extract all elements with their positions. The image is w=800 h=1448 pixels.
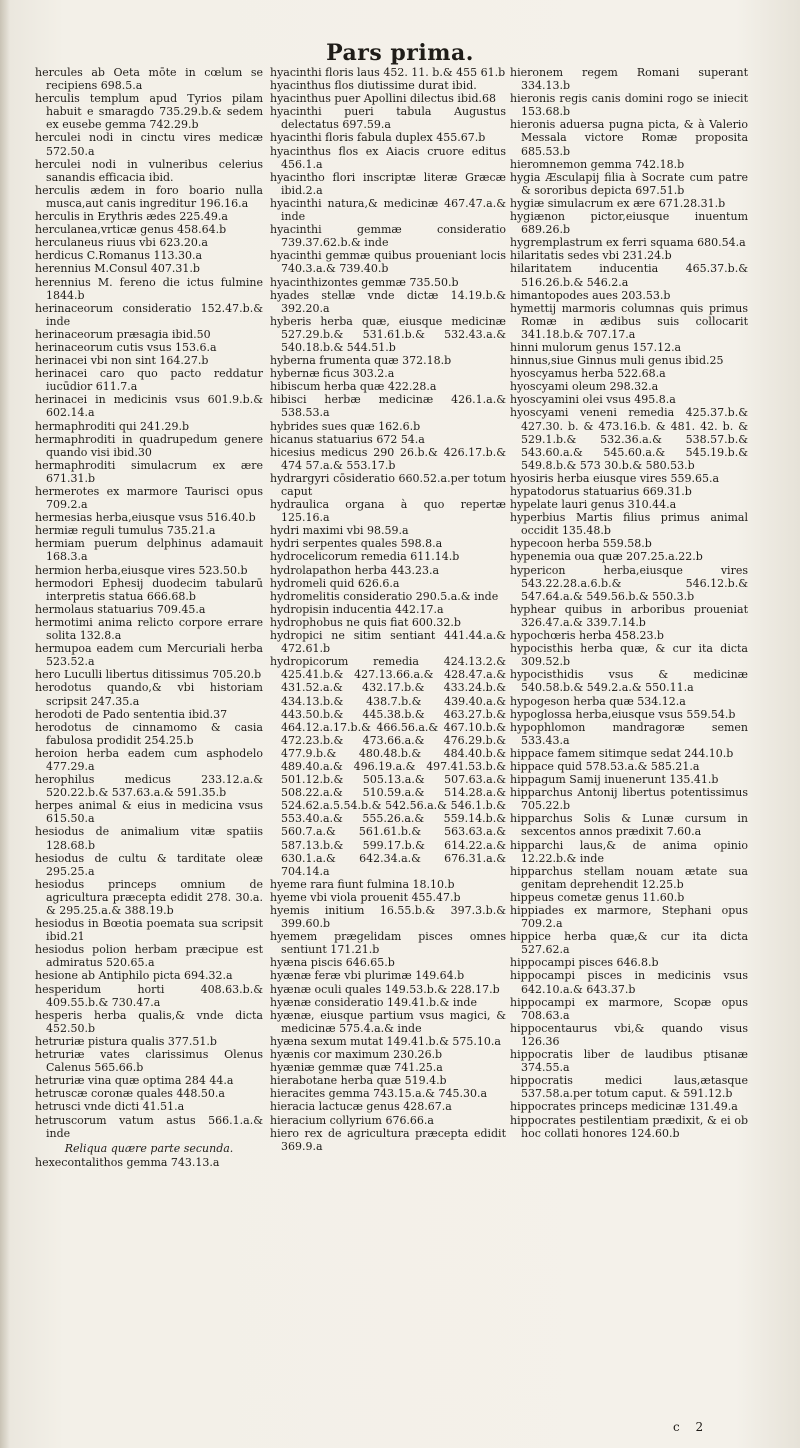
index-entry: hyacinthi pueri tabula Augustus delectatus 697.59.a bbox=[270, 105, 506, 132]
index-entry: hypenemia oua quæ 207.25.a.22.b bbox=[510, 550, 703, 564]
index-entry: hero Luculli libertus ditissimus 705.20.b bbox=[35, 668, 262, 682]
index-entry: hyacintho flori inscriptæ literæ Græcæ ibid.2.a bbox=[270, 170, 506, 197]
index-entry: hesiodus de cultu & tarditate oleæ 295.25.a bbox=[35, 851, 263, 878]
index-entry: herinacei caro quo pacto reddatur iucūdior 611.7.a bbox=[35, 367, 263, 394]
index-entry: hypochœris herba 458.23.b bbox=[510, 629, 664, 643]
index-entry: hieromnemon gemma 742.18.b bbox=[510, 157, 685, 171]
index-entry: himantopodes aues 203.53.b bbox=[510, 288, 671, 302]
index-entry: hermaphroditi in quadrupedum genere quando visi ibid.30 bbox=[35, 432, 263, 459]
index-entry: hieracia lactucæ genus 428.67.a bbox=[270, 1100, 452, 1114]
index-entry: hypogeson herba quæ 534.12.a bbox=[510, 694, 686, 708]
index-entry: hyacinthi floris laus 452. 11. b.& 455 61.b bbox=[270, 66, 506, 79]
index-entry: hypophlomon mandragoræ semen 533.43.a bbox=[510, 720, 748, 747]
index-entry: hyacinthi floris fabula duplex 455.67.b bbox=[270, 131, 486, 145]
index-entry: hypecoon herba 559.58.b bbox=[510, 537, 652, 551]
index-entry: hygiæ simulacrum ex ære 671.28.31.b bbox=[510, 196, 726, 210]
index-entry: hippocampi pisces 646.8.b bbox=[510, 956, 659, 970]
index-entry: hermiam puerum delphinus adamauit 168.3.a bbox=[35, 537, 263, 564]
index-entry: hyænæ oculi quales 149.53.b.& 228.17.b bbox=[270, 982, 500, 996]
index-entry: hermupoa eadem cum Mercuriali herba 523.52.a bbox=[35, 642, 263, 669]
index-entry: hipparchus Solis & Lunæ cursum in sexcentos annos prædixit 7.60.a bbox=[510, 812, 748, 839]
index-entry: hippocentaurus vbi,& quando visus 126.36 bbox=[510, 1021, 748, 1048]
index-entry: hinni mulorum genus 157.12.a bbox=[510, 340, 682, 354]
index-entry: hesiodus in Bœotia poemata sua scripsit ibid.21 bbox=[35, 917, 263, 944]
index-entry: hesiodus polion herbam præcipue est admiratus 520.65.a bbox=[35, 943, 263, 970]
page-spine-shadow bbox=[0, 0, 10, 1448]
index-entry: hetrusci vnde dicti 41.51.a bbox=[35, 1100, 185, 1114]
index-column-3 bbox=[510, 66, 748, 1140]
index-entry: hygiænon pictor,eiusque inuentum 689.26.b bbox=[510, 210, 748, 237]
index-entry: hippace famem sitimque sedat 244.10.b bbox=[510, 746, 734, 760]
index-entry: herophilus medicus 233.12.a.& 520.22.b.& 537.63.a.& 591.35.b bbox=[35, 773, 263, 800]
index-entry: hybernæ ficus 303.2.a bbox=[270, 367, 395, 381]
index-entry: hibiscum herba quæ 422.28.a bbox=[270, 380, 437, 394]
index-entry: hydropici ne sitim sentiant 441.44.a.& 472.61.b bbox=[270, 629, 506, 656]
index-entry: hyacinthi gemmæ quibus proueniant locis 740.3.a.& 739.40.b bbox=[270, 249, 506, 276]
index-entry: hyosiris herba eiusque vires 559.65.a bbox=[510, 471, 720, 485]
index-entry: hypatodorus statuarius 669.31.b bbox=[510, 485, 692, 498]
index-entry: hieronem regem Romani superant 334.13.b bbox=[510, 66, 748, 93]
index-entry: hermesias herba,eiusque vsus 516.40.b bbox=[35, 511, 256, 525]
index-entry: hippagum Samij inuenerunt 135.41.b bbox=[510, 773, 719, 787]
index-entry: hyacinthus flos diutissime durat ibid. bbox=[270, 79, 477, 93]
index-entry: hyeme rara fiunt fulmina 18.10.b bbox=[270, 877, 455, 891]
index-entry: herennius M. fereno die ictus fulmine 1844.b bbox=[35, 275, 263, 302]
index-entry: herinacei vbi non sint 164.27.b bbox=[35, 354, 209, 368]
index-entry: hinnus,siue Ginnus muli genus ibid.25 bbox=[510, 354, 724, 368]
index-entry: hygremplastrum ex ferri squama 680.54.a bbox=[510, 236, 746, 250]
index-entry: hilaritatis sedes vbi 231.24.b bbox=[510, 249, 672, 263]
index-entry: hydri maximi vbi 98.59.a bbox=[270, 524, 409, 538]
index-entry: hydromeli quid 626.6.a bbox=[270, 576, 400, 590]
index-entry: hipparchi laus,& de anima opinio 12.22.b.& inde bbox=[510, 838, 748, 865]
signature-mark: c 2 bbox=[673, 1420, 710, 1434]
index-entry: hyacinthi gemmæ consideratio 739.37.62.b.& inde bbox=[270, 223, 506, 250]
index-entry: herculis in Erythris ædes 225.49.a bbox=[35, 210, 228, 224]
index-entry: hyæna piscis 646.65.b bbox=[270, 956, 395, 970]
index-entry: hippocratis medici laus,ætasque 537.58.a.per totum caput. & 591.12.b bbox=[510, 1074, 748, 1101]
index-entry: hydromelitis consideratio 290.5.a.& inde bbox=[270, 589, 499, 603]
column-1-after-note bbox=[35, 1156, 263, 1169]
index-entry: hetruscæ coronæ quales 448.50.a bbox=[35, 1087, 225, 1101]
index-entry: hetruriæ vates clarissimus Olenus Calenus 565.66.b bbox=[35, 1048, 263, 1075]
index-entry: hydrocelicorum remedia 611.14.b bbox=[270, 550, 460, 564]
index-entry: hydri serpentes quales 598.8.a bbox=[270, 537, 443, 551]
index-entry: herennius M.Consul 407.31.b bbox=[35, 262, 200, 276]
index-entry: hyoscyami oleum 298.32.a bbox=[510, 380, 659, 394]
index-entry: hyoscyamus herba 522.68.a bbox=[510, 367, 666, 381]
index-entry: hermaphroditi simulacrum ex ære 671.31.b bbox=[35, 458, 263, 485]
index-entry: hippocampi pisces in medicinis vsus 642.10.a.& 643.37.b bbox=[510, 969, 748, 996]
index-entry: herodotus de cinnamomo & casia fabulosa prodidit 254.25.b bbox=[35, 720, 263, 747]
index-entry: hypericon herba,eiusque vires 543.22.28.a.6.b.& 546.12.b.& 547.64.a.& 549.56.b.& 550.3.b bbox=[510, 563, 748, 603]
index-entry: hyperbius Martis filius primus animal occidit 135.48.b bbox=[510, 511, 748, 538]
index-entry: hymettij marmoris columnas quis primus Romæ in ædibus suis collocarit 341.18.b.& 707.17.a bbox=[510, 301, 748, 341]
index-entry: hyoscyamini olei vsus 495.8.a bbox=[510, 393, 676, 407]
index-entry: hyænæ consideratio 149.41.b.& inde bbox=[270, 995, 477, 1009]
index-entry: hermaphroditi qui 241.29.b bbox=[35, 419, 190, 433]
index-entry: hippocrates pestilentiam prædixit, & ei ob hoc collati honores 124.60.b bbox=[510, 1113, 748, 1140]
index-entry: hibisci herbæ medicinæ 426.1.a.& 538.53.a bbox=[270, 393, 506, 420]
index-entry: hippeus cometæ genus 11.60.b bbox=[510, 890, 685, 904]
index-entry: herodotus quando,& vbi historiam scripsit 247.35.a bbox=[35, 681, 263, 708]
index-entry: herculei nodi in cinctu vires medicæ 572.50.a bbox=[35, 131, 263, 158]
index-entry: hyænæ feræ vbi plurimæ 149.64.b bbox=[270, 969, 465, 983]
index-entry: hermiæ reguli tumulus 735.21.a bbox=[35, 524, 216, 538]
column-1-entries bbox=[35, 66, 263, 1140]
index-entry: hyphear quibus in arboribus proueniat 326.47.a.& 339.7.14.b bbox=[510, 602, 748, 629]
index-entry: hesiodus de animalium vitæ spatiis 128.68.b bbox=[35, 825, 263, 852]
index-entry: hyemem prægelidam pisces omnes sentiunt 171.21.b bbox=[270, 930, 506, 957]
index-entry: herculis templum apud Tyrios pilam habuit e smaragdo 735.29.b.& sedem ex eusebe gemma 742.29.b bbox=[35, 92, 263, 132]
index-entry: hetruscorum vatum astus 566.1.a.& inde bbox=[35, 1113, 263, 1140]
index-entry: hermodori Ephesij duodecim tabularū interpretis statua 666.68.b bbox=[35, 576, 263, 603]
index-entry: hyacinthus puer Apollini dilectus ibid.68 bbox=[270, 92, 497, 106]
index-entry: hyacinthus flos ex Aiacis cruore editus 456.1.a bbox=[270, 144, 506, 171]
index-entry: hypocisthidis vsus & medicinæ 540.58.b.& 549.2.a.& 550.11.a bbox=[510, 668, 748, 695]
index-entry: hyacinthizontes gemmæ 735.50.b bbox=[270, 275, 459, 289]
index-entry: hyænis cor maximum 230.26.b bbox=[270, 1048, 443, 1062]
index-entry: hieracites gemma 743.15.a.& 745.30.a bbox=[270, 1087, 488, 1101]
index-entry: herpes animal & eius in medicina vsus 615.50.a bbox=[35, 799, 263, 826]
index-entry: hyænæ, eiusque partium vsus magici, & medicinæ 575.4.a.& inde bbox=[270, 1008, 506, 1035]
index-entry: hermion herba,eiusque vires 523.50.b bbox=[35, 563, 248, 577]
index-column-2 bbox=[270, 66, 506, 1153]
index-entry: hesperidum horti 408.63.b.& 409.55.b.& 730.47.a bbox=[35, 982, 263, 1009]
index-entry: hetruriæ vina quæ optima 284 44.a bbox=[35, 1074, 234, 1088]
index-entry: hierabotane herba quæ 519.4.b bbox=[270, 1074, 447, 1088]
index-entry: hyoscyami veneni remedia 425.37.b.& 427.30. b. & 473.16.b. & 481. 42. b. & 529.1.b.& 532.36.a.& 538.57.b.& 543.60.a.& 545.60.a.& 545.19.b.& 549.8.b.& 573 30.b.& 580.53.b bbox=[510, 406, 748, 472]
index-entry: hydraulica organa à quo repertæ 125.16.a bbox=[270, 498, 506, 525]
index-entry: herinaceorum cutis vsus 153.6.a bbox=[35, 340, 217, 354]
index-entry: hypoglossa herba,eiusque vsus 559.54.b bbox=[510, 707, 736, 721]
index-entry: hetruriæ pistura qualis 377.51.b bbox=[35, 1034, 217, 1048]
cross-reference-note: Reliqua quære parte secunda. bbox=[64, 1141, 234, 1155]
index-entry: hilaritatem inducentia 465.37.b.& 516.26.b.& 546.2.a bbox=[510, 262, 748, 289]
index-entry: hipparchus stellam nouam ætate sua genitam deprehendit 12.25.b bbox=[510, 864, 748, 891]
index-entry: hippice herba quæ,& cur ita dicta 527.62.a bbox=[510, 930, 748, 957]
index-entry: hyacinthi natura,& medicinæ 467.47.a.& inde bbox=[270, 196, 506, 224]
index-entry: hyberna frumenta quæ 372.18.b bbox=[270, 354, 452, 368]
index-entry: herculei nodi in vulneribus celerius sanandis efficacia ibid. bbox=[35, 157, 263, 184]
index-entry: hygia Æsculapij filia à Socrate cum patre & sororibus depicta 697.51.b bbox=[510, 170, 748, 197]
index-entry: hexecontalithos gemma 743.13.a bbox=[35, 1155, 220, 1169]
index-entry: hieracium collyrium 676.66.a bbox=[270, 1113, 434, 1127]
index-entry: herculis ædem in foro boario nulla musca,aut canis ingreditur 196.16.a bbox=[35, 183, 263, 210]
index-entry: hippocampi ex marmore, Scopæ opus 708.63.a bbox=[510, 995, 748, 1022]
index-entry: hippocrates princeps medicinæ 131.49.a bbox=[510, 1100, 738, 1114]
index-entry: hicesius medicus 290 26.b.& 426.17.b.& 474 57.a.& 553.17.b bbox=[270, 445, 506, 472]
index-entry: herinaceorum consideratio 152.47.b.& inde bbox=[35, 301, 263, 328]
index-entry: hermolaus statuarius 709.45.a bbox=[35, 602, 206, 616]
index-entry: hydrophobus ne quis fiat 600.32.b bbox=[270, 615, 461, 629]
index-entry: hyæniæ gemmæ quæ 741.25.a bbox=[270, 1061, 443, 1075]
index-entry: hiero rex de agricultura præcepta edidit 369.9.a bbox=[270, 1126, 506, 1153]
index-entry: hybrides sues quæ 162.6.b bbox=[270, 419, 421, 433]
index-entry: hydrargyri cōsideratio 660.52.a.per totum caput bbox=[270, 471, 506, 498]
index-entry: hydropicorum remedia 424.13.2.& 425.41.b.& 427.13.66.a.& 428.47.a.& 431.52.a.& 432.17.b.& 433.24.b.& 434.13.b.& 438.7.b.& 439.40.a.& 443.50.b.& 445.38.b.& 463.27.b.& 464.12.a.17.b.& 466.56.a.& 467.10.b.& 472.23.b.& 473.66.a.& 476.29.b.& 477.9.b.& 480.48.b.& 484.40.b.& 489.40.a.& 496.19.a.& 497.41.53.b.& 501.12.b.& 505.13.a.& 507.63.a.& 508.22.a.& 510.59.a.& 514.28.a.& 524.62.a.5.54.b.& 542.56.a.& 546.1.b.& 553.40.a.& 555.26.a.& 559.14.b.& 560.7.a.& 561.61.b.& 563.63.a.& 587.13.b.& 599.17.b.& 614.22.a.& 630.1.a.& 642.34.a.& 676.31.a.& 704.14.a bbox=[270, 655, 506, 878]
index-entry: hypocisthis herba quæ, & cur ita dicta 309.52.b bbox=[510, 642, 748, 669]
index-entry: hipparchus Antonij libertus potentissimus 705.22.b bbox=[510, 786, 748, 813]
index-entry: hydropisin inducentia 442.17.a bbox=[270, 602, 444, 616]
index-entry: hieronis aduersa pugna picta, & à Valerio Messala victore Romæ proposita 685.53.b bbox=[510, 118, 748, 158]
index-entry: hypelate lauri genus 310.44.a bbox=[510, 498, 677, 512]
index-entry: herinaceorum præsagia ibid.50 bbox=[35, 327, 211, 341]
index-column-1 bbox=[35, 66, 263, 1169]
index-entry: hippocratis liber de laudibus ptisanæ 374.55.a bbox=[510, 1048, 748, 1075]
column-2-entries bbox=[270, 66, 506, 1153]
page-title: Pars prima. bbox=[326, 40, 474, 66]
index-entry: heroion herba eadem cum asphodelo 477.29.a bbox=[35, 746, 263, 773]
index-entry: hermerotes ex marmore Taurisci opus 709.2.a bbox=[35, 485, 263, 512]
index-entry: herodoti de Pado sententia ibid.37 bbox=[35, 707, 228, 721]
index-entry: herculaneus riuus vbi 623.20.a bbox=[35, 236, 208, 250]
column-3-entries bbox=[510, 66, 748, 1140]
index-entry: hyeme vbi viola prouenit 455.47.b bbox=[270, 890, 461, 904]
index-entry: hermotimi anima relicto corpore errare solita 132.8.a bbox=[35, 615, 263, 643]
index-entry: hippace quid 578.53.a.& 585.21.a bbox=[510, 759, 700, 773]
index-entry: hyemis initium 16.55.b.& 397.3.b.& 399.60.b bbox=[270, 904, 506, 931]
index-entry: herinacei in medicinis vsus 601.9.b.& 602.14.a bbox=[35, 393, 263, 420]
index-entry: hesiodus princeps omnium de agricultura præcepta edidit 278. 30.a. & 295.25.a.& 388.19.b bbox=[35, 877, 263, 917]
index-entry: hippiades ex marmore, Stephani opus 709.2.a bbox=[510, 904, 748, 931]
index-entry: hesione ab Antiphilo picta 694.32.a bbox=[35, 969, 233, 983]
index-entry: hyades stellæ vnde dictæ 14.19.b.& 392.20.a bbox=[270, 288, 506, 315]
index-entry: hydrolapathon herba 443.23.a bbox=[270, 563, 440, 577]
index-entry: hercules ab Oeta mōte in cœlum se recipiens 698.5.a bbox=[35, 66, 263, 93]
index-entry: hyæna sexum mutat 149.41.b.& 575.10.a bbox=[270, 1034, 501, 1048]
index-entry: herculanea,vrticæ genus 458.64.b bbox=[35, 223, 227, 237]
index-entry: hesperis herba qualis,& vnde dicta 452.50.b bbox=[35, 1008, 263, 1035]
index-entry: hicanus statuarius 672 54.a bbox=[270, 432, 425, 446]
index-entry: hieronis regis canis domini rogo se iniecit 153.68.b bbox=[510, 92, 748, 119]
index-entry: hyberis herba quæ, eiusque medicinæ 527.29.b.& 531.61.b.& 532.43.a.& 540.18.b.& 544.51.b bbox=[270, 314, 506, 354]
index-entry: herdicus C.Romanus 113.30.a bbox=[35, 249, 203, 263]
